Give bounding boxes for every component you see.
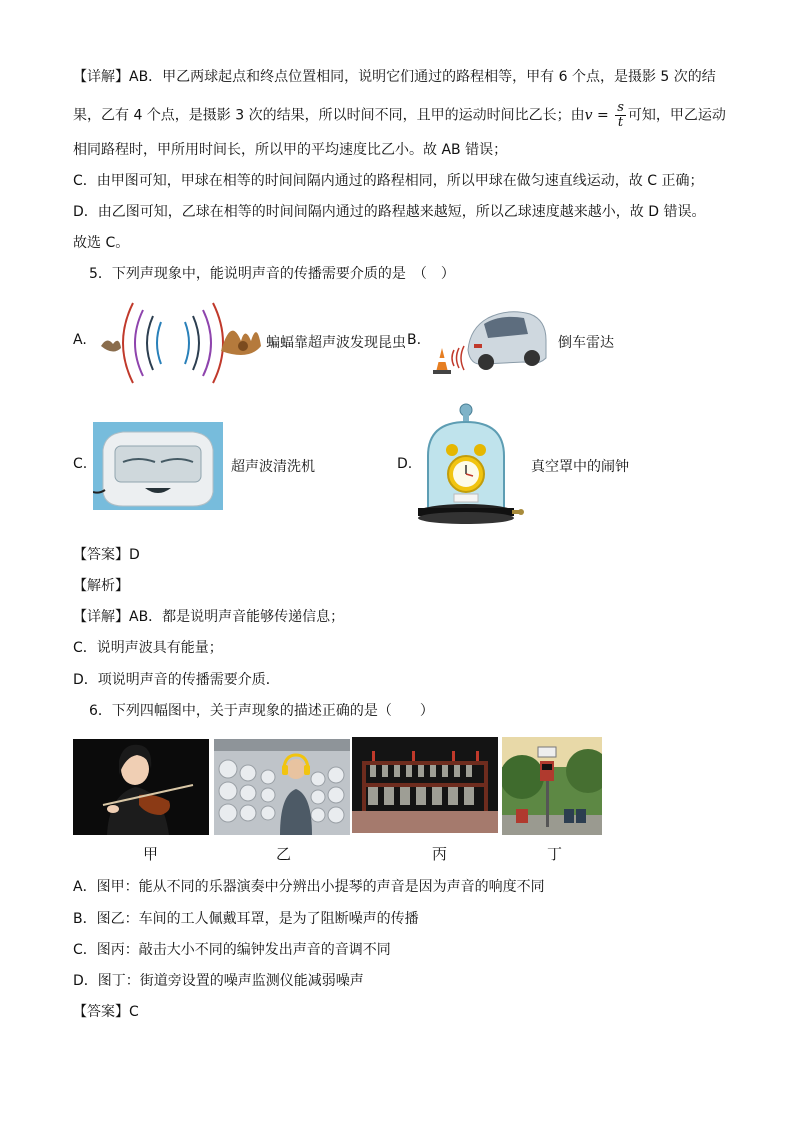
formula-eq: = bbox=[592, 107, 614, 124]
q6-option-a: A．图甲：能从不同的乐器演奏中分辨出小提琴的声音是因为声音的响度不同 bbox=[73, 879, 545, 895]
q5-analysis-line-2: C．说明声波具有能量； bbox=[73, 640, 223, 656]
bat-echolocation-image bbox=[93, 298, 261, 388]
detail-line-2-after: 可知，甲乙运动 bbox=[627, 107, 726, 124]
q5-analysis-title: 【解析】 bbox=[73, 578, 129, 594]
q5-analysis-line-1: 【详解】AB．都是说明声音能够传递信息； bbox=[73, 609, 345, 625]
q6-option-d: D．图丁：街道旁设置的噪声监测仪能减弱噪声 bbox=[73, 973, 364, 989]
q6-option-c: C．图丙：敲击大小不同的编钟发出声音的音调不同 bbox=[73, 942, 391, 958]
q6-option-b: B．图乙：车间的工人佩戴耳罩，是为了阻断噪声的传播 bbox=[73, 911, 419, 927]
formula-denominator: t bbox=[617, 115, 624, 130]
q5-option-d-text: 真空罩中的闹钟 bbox=[531, 459, 629, 475]
q5-answer: 【答案】D bbox=[73, 547, 140, 563]
detail-line-1: 【详解】AB．甲乙两球起点和终点位置相同，说明它们通过的路程相等，甲有 6 个点，是摄影 5 次的结 bbox=[73, 69, 716, 85]
detail-line-3: 相同路程时，甲所用时间长，所以甲的平均速度比乙小。故 AB 错误； bbox=[73, 142, 508, 158]
caption-yi: 乙 bbox=[276, 845, 292, 863]
q5-option-d-label: D. bbox=[397, 456, 413, 472]
question6-stem: 6．下列四幅图中，关于声现象的描述正确的是（ ） bbox=[89, 703, 434, 719]
caption-bing: 丙 bbox=[432, 845, 448, 863]
q6-answer: 【答案】C bbox=[73, 1004, 139, 1020]
detail-line-2 bbox=[73, 101, 726, 130]
detail-line-4: C．由甲图可知，甲球在相等的时间间隔内通过的路程相同，所以甲球在做匀速直线运动，故 C 正确； bbox=[73, 173, 704, 189]
noise-monitor-image bbox=[502, 737, 602, 835]
violin-player-image bbox=[73, 739, 209, 835]
alarm-clock-bell-jar-image bbox=[416, 400, 524, 532]
q5-option-a-label: A. bbox=[73, 332, 87, 348]
q5-option-b-text: 倒车雷达 bbox=[558, 335, 614, 351]
q5-option-b-label: B. bbox=[407, 332, 422, 348]
formula-fraction bbox=[615, 101, 626, 130]
detail-line-5: D．由乙图可知，乙球在相等的时间间隔内通过的路程越来越短，所以乙球速度越来越小，故 D 错误。 bbox=[73, 204, 706, 220]
q5-option-a-text: 蝙蝠靠超声波发现昆虫 bbox=[266, 335, 406, 351]
q5-option-c-label: C. bbox=[73, 456, 88, 472]
detail-line-2-before: 果，乙有 4 个点，是摄影 3 次的结果，所以时间不同，且甲的运动时间比乙长；由 bbox=[73, 107, 585, 124]
ultrasonic-cleaner-image bbox=[93, 422, 223, 510]
q5-analysis-line-3: D．项说明声音的传播需要介质． bbox=[73, 672, 280, 688]
caption-jia: 甲 bbox=[143, 845, 159, 863]
formula-numerator: s bbox=[617, 100, 624, 115]
formula-v: v bbox=[584, 107, 593, 124]
car-reversing-radar-image bbox=[428, 300, 550, 376]
factory-worker-earmuffs-image bbox=[214, 739, 350, 835]
question5-stem: 5．下列声现象中，能说明声音的传播需要介质的是 （ ） bbox=[89, 266, 455, 282]
detail-line-6: 故选 C。 bbox=[73, 235, 130, 251]
chime-bells-image bbox=[352, 737, 498, 833]
q5-option-c-text: 超声波清洗机 bbox=[231, 459, 315, 475]
caption-ding: 丁 bbox=[547, 845, 563, 863]
